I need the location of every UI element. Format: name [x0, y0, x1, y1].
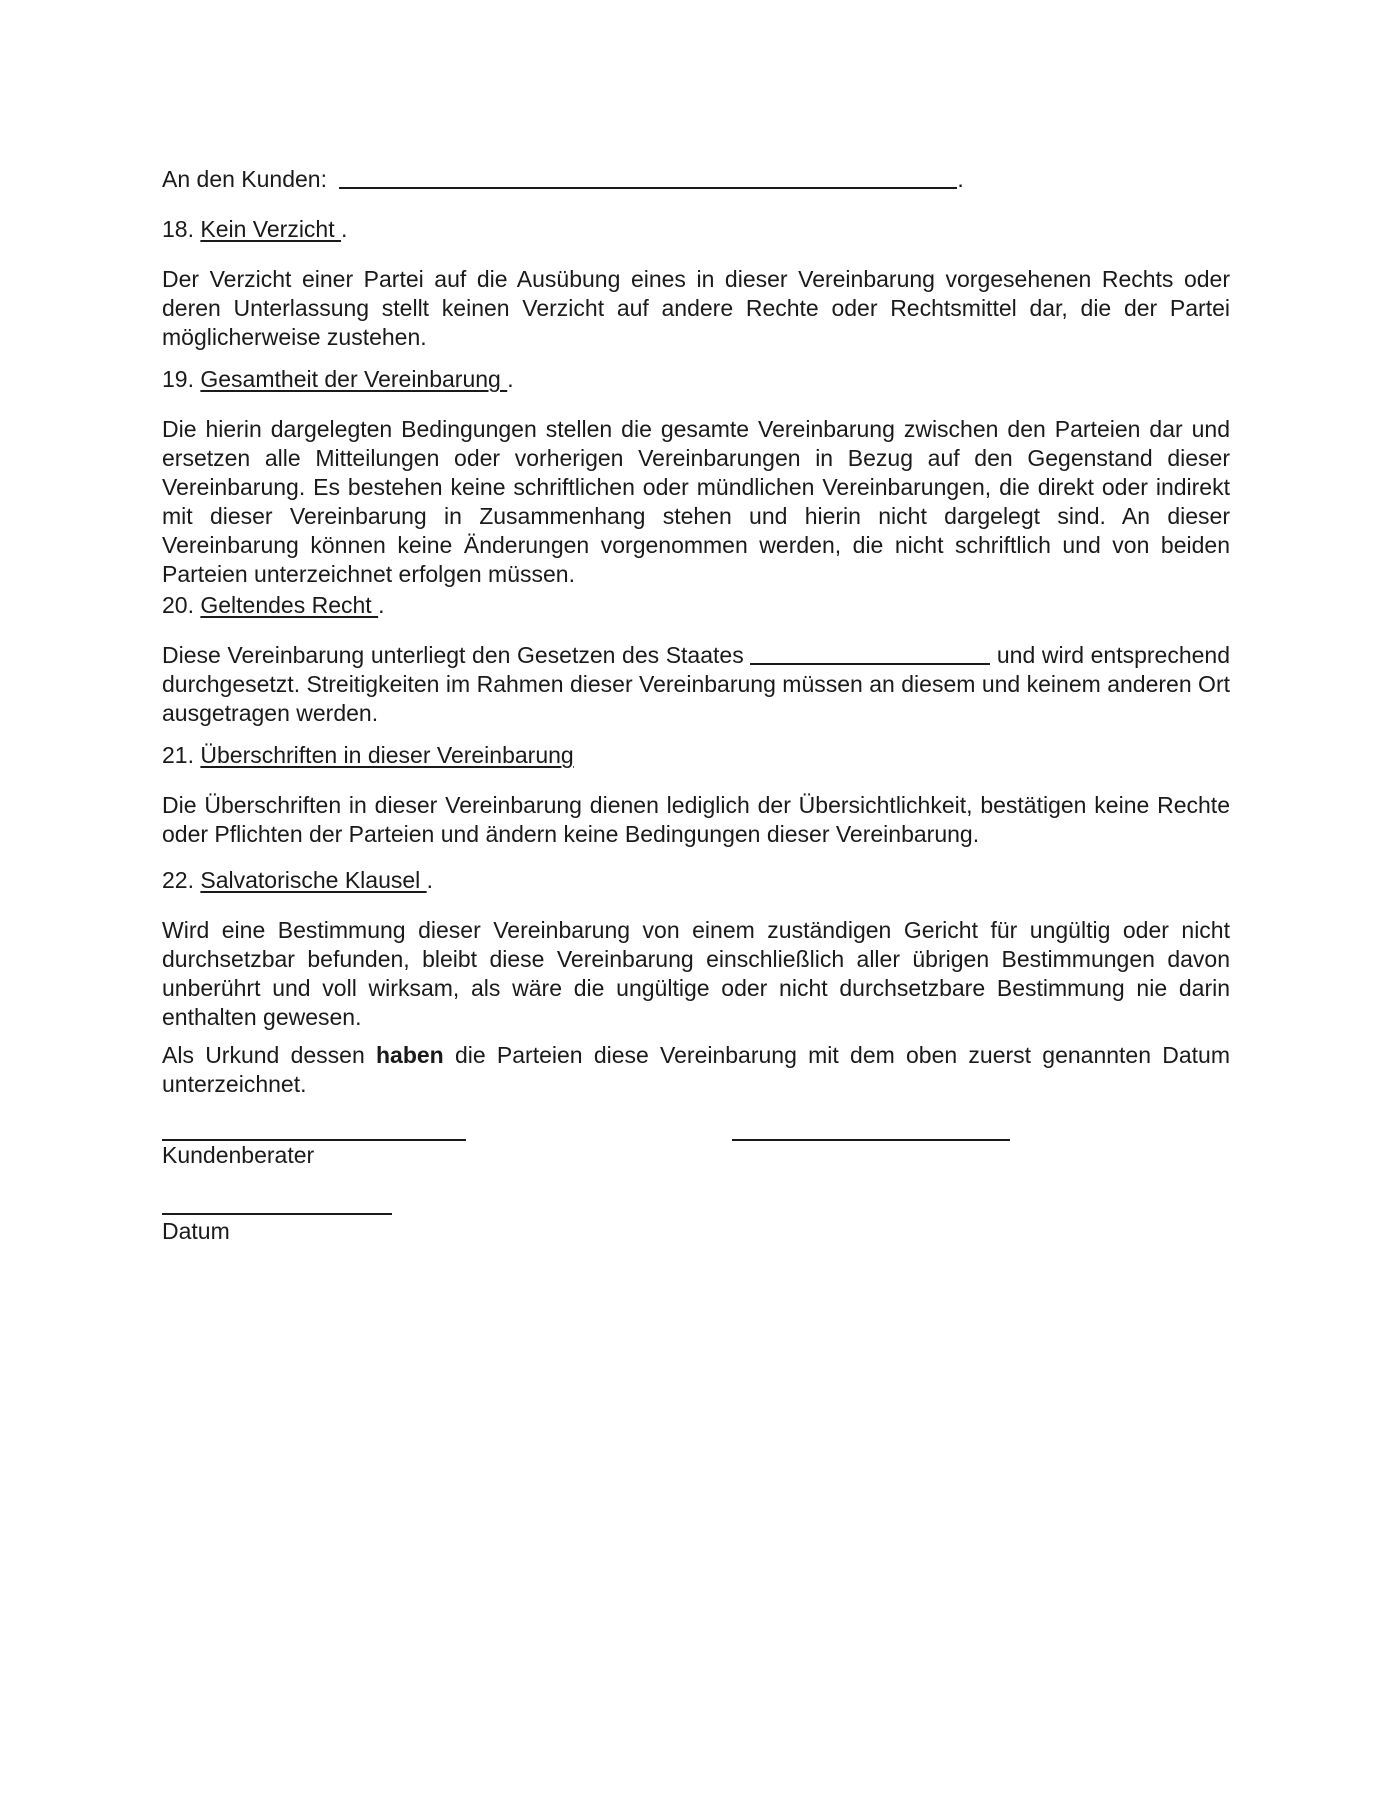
section-title: Kein Verzicht [200, 216, 342, 242]
customer-address-period: . [957, 166, 964, 192]
closing-text-start: Als Urkund dessen [162, 1042, 365, 1068]
section-20-body [162, 641, 1230, 728]
date-signature-label: Datum [162, 1218, 230, 1244]
section-title: Salvatorische Klausel [200, 867, 427, 893]
advisor-signature-label: Kundenberater [162, 1142, 315, 1168]
customer-address-line [162, 165, 1230, 194]
governing-law-text-end: und wird entsprechend durchgesetzt. Streitigkeiten im Rahmen dieser Vereinbarung müssen an diesem und keinem anderen Ort ausgetragen werden. [162, 642, 1230, 726]
closing-statement [162, 1041, 1230, 1099]
section-19-heading [162, 365, 1230, 394]
section-21-body: Die Überschriften in dieser Vereinbarung dienen lediglich der Übersichtlichkeit, bestätigen keine Rechte oder Pflichten der Parteien und ändern keine Bedingungen dieser Vereinbarung. [162, 792, 1230, 847]
section-22-heading [162, 866, 1230, 895]
section-22-body: Wird eine Bestimmung dieser Vereinbarung von einem zuständigen Gericht für ungültig oder nicht durchsetzbar befunden, bleibt diese Vereinbarung einschließlich aller übrigen Bestimmungen davon unberührt und voll wirksam, als wäre die ungültige oder nicht durchsetzbare Bestimmung nie darin enthalten gewesen. [162, 917, 1230, 1030]
section-number: 21. [162, 742, 194, 768]
section-21-heading [162, 741, 1230, 770]
section-number: 18. [162, 216, 194, 242]
section-title: Überschriften in dieser Vereinbarung [200, 742, 574, 768]
section-title-suffix: . [378, 592, 385, 618]
state-blank [750, 663, 990, 665]
section-title: Geltendes Recht [200, 592, 379, 618]
closing-text-end: die Parteien diese Vereinbarung mit dem oben zuerst genannten Datum unterzeichnet. [162, 1042, 1231, 1097]
customer-signature-line [732, 1139, 1010, 1141]
date-signature-line [162, 1213, 392, 1215]
section-title-suffix: . [426, 867, 434, 893]
customer-name-blank [339, 187, 957, 189]
section-title-suffix: . [507, 366, 514, 392]
section-number: 22. [162, 867, 194, 893]
governing-law-text-start: Diese Vereinbarung unterliegt den Gesetzen des Staates [162, 642, 744, 668]
closing-bold-word: haben [376, 1042, 444, 1068]
section-title-suffix: . [341, 216, 348, 242]
section-20-heading [162, 591, 1230, 620]
section-18-body: Der Verzicht einer Partei auf die Ausübung eines in dieser Vereinbarung vorgesehenen Rechts oder deren Unterlassung stellt keinen Verzicht auf andere Rechte oder Rechtsmittel dar, die der Partei möglicherweise zustehen. [162, 266, 1230, 350]
customer-address-label: An den Kunden: [162, 166, 327, 192]
section-18-heading [162, 215, 1230, 244]
section-number: 20. [162, 592, 194, 618]
section-19-body: Die hierin dargelegten Bedingungen stellen die gesamte Vereinbarung zwischen den Parteien dar und ersetzen alle Mitteilungen oder vorherigen Vereinbarungen in Bezug auf den Gegenstand dieser Vereinbarung. Es bestehen keine schriftlichen oder mündlichen Vereinbarungen, die direkt oder indirekt mit dieser Vereinbarung in Zusammenhang stehen und hierin nicht dargelegt sind. An dieser Vereinbarung können keine Änderungen vorgenommen werden, die nicht schriftlich und von beiden Parteien unterzeichnet erfolgen müssen. [162, 416, 1230, 587]
section-number: 19. [162, 366, 194, 392]
section-title: Gesamtheit der Vereinbarung [200, 366, 508, 392]
